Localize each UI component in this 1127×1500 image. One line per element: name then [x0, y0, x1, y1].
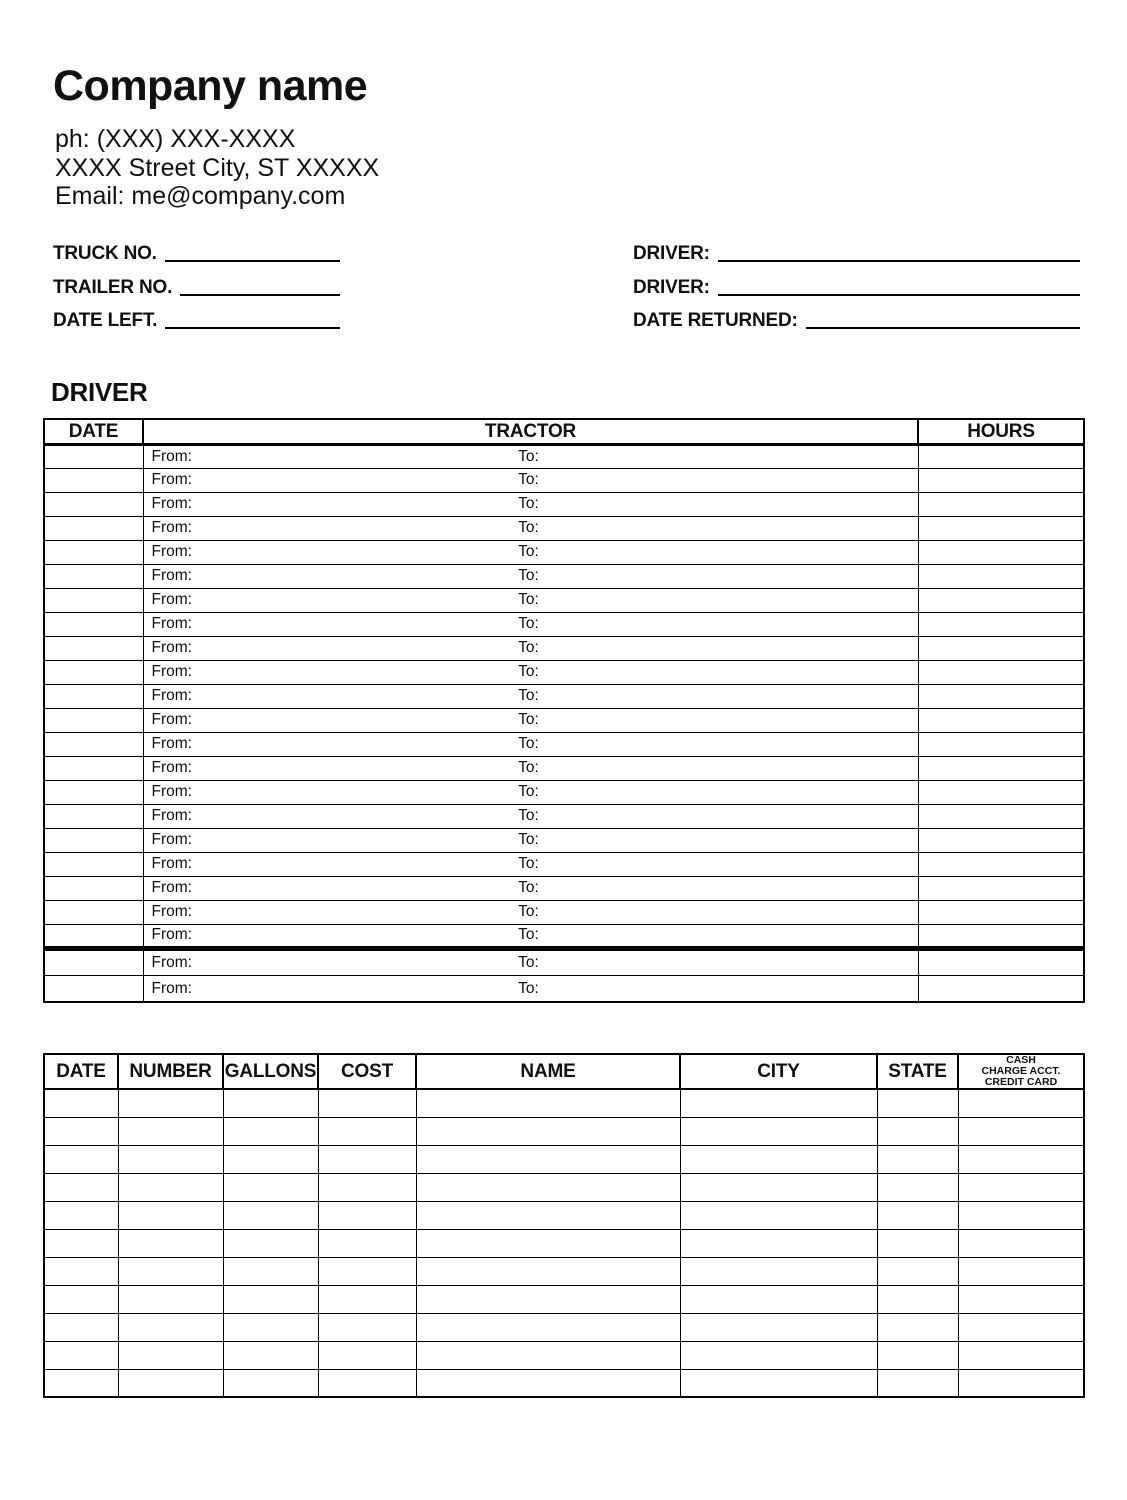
fuel-date-cell[interactable] — [44, 1257, 118, 1285]
date-returned-label: DATE RETURNED: — [633, 310, 798, 332]
fuel-date-cell[interactable] — [44, 1117, 118, 1145]
fuel-number-cell[interactable] — [118, 1341, 223, 1369]
fuel-number-cell[interactable] — [118, 1313, 223, 1341]
fuel-city-cell[interactable] — [680, 1285, 877, 1313]
fuel-cost-cell[interactable] — [318, 1145, 416, 1173]
to-label: To: — [518, 519, 539, 537]
fuel-state-cell[interactable] — [877, 1173, 958, 1201]
fuel-name-cell[interactable] — [416, 1145, 680, 1173]
fuel-date-cell[interactable] — [44, 1229, 118, 1257]
payment-header-line-cash: CASH — [1006, 1054, 1036, 1067]
fuel-gallons-cell[interactable] — [223, 1173, 318, 1201]
from-label: From: — [151, 979, 192, 997]
driver-date-cell[interactable] — [44, 900, 143, 924]
driver-hours-cell[interactable] — [918, 804, 1084, 828]
date-returned-field — [633, 298, 1080, 332]
driver-table-header-tractor: TRACTOR — [143, 419, 918, 444]
fuel-name-cell[interactable] — [416, 1369, 680, 1397]
fuel-cost-cell[interactable] — [318, 1089, 416, 1117]
fuel-gallons-cell[interactable] — [223, 1229, 318, 1257]
fuel-purchase-table — [43, 1053, 1085, 1398]
fuel-date-cell[interactable] — [44, 1201, 118, 1229]
driver-tractor-cell[interactable] — [143, 780, 918, 804]
company-address: XXXX Street City, ST XXXXX — [55, 153, 380, 182]
driver-tractor-cell[interactable] — [143, 804, 918, 828]
trailer-no-label: TRAILER NO. — [53, 276, 173, 298]
fuel-gallons-cell[interactable] — [223, 1285, 318, 1313]
fuel-payment-cell[interactable] — [958, 1145, 1084, 1173]
driver-date-cell[interactable] — [44, 780, 143, 804]
driver-hours-cell[interactable] — [918, 852, 1084, 876]
driver-log-row — [44, 444, 1084, 468]
driver-date-cell[interactable] — [44, 492, 143, 516]
driver-hours-cell[interactable] — [918, 444, 1084, 468]
from-label: From: — [151, 687, 192, 705]
fuel-purchase-row — [44, 1145, 1084, 1173]
driver-date-cell[interactable] — [44, 876, 143, 900]
driver-table-header-date: DATE — [44, 419, 143, 444]
from-label: From: — [151, 591, 192, 609]
trailer-no-field — [53, 264, 340, 298]
driver-tractor-cell[interactable] — [143, 828, 918, 852]
driver-hours-cell[interactable] — [918, 924, 1084, 948]
fuel-number-cell[interactable] — [118, 1257, 223, 1285]
fuel-table-header-date: DATE — [44, 1054, 118, 1089]
driver-2-label: DRIVER: — [633, 276, 710, 298]
fuel-table-header-number: NUMBER — [118, 1054, 223, 1089]
fuel-payment-cell[interactable] — [958, 1257, 1084, 1285]
driver-hours-cell[interactable] — [918, 468, 1084, 492]
driver-date-cell[interactable] — [44, 468, 143, 492]
driver-tractor-cell[interactable] — [143, 948, 918, 975]
fuel-cost-cell[interactable] — [318, 1313, 416, 1341]
driver-date-cell[interactable] — [44, 828, 143, 852]
info-fields-right — [633, 231, 1080, 332]
driver-date-cell[interactable] — [44, 852, 143, 876]
fuel-purchase-row — [44, 1313, 1084, 1341]
fuel-city-cell[interactable] — [680, 1257, 877, 1285]
driver-hours-cell[interactable] — [918, 900, 1084, 924]
to-label: To: — [518, 495, 539, 513]
date-returned-input[interactable] — [806, 327, 1080, 329]
driver-log-row — [44, 492, 1084, 516]
fuel-date-cell[interactable] — [44, 1313, 118, 1341]
driver-date-cell[interactable] — [44, 540, 143, 564]
fuel-date-cell[interactable] — [44, 1173, 118, 1201]
from-label: From: — [151, 903, 192, 921]
to-label: To: — [518, 711, 539, 729]
fuel-gallons-cell[interactable] — [223, 1369, 318, 1397]
from-label: From: — [151, 495, 192, 513]
driver-date-cell[interactable] — [44, 612, 143, 636]
driver-log-row — [44, 975, 1084, 1002]
fuel-purchase-row — [44, 1257, 1084, 1285]
fuel-number-cell[interactable] — [118, 1369, 223, 1397]
fuel-number-cell[interactable] — [118, 1201, 223, 1229]
to-label: To: — [518, 687, 539, 705]
from-label: From: — [151, 855, 192, 873]
fuel-cost-cell[interactable] — [318, 1229, 416, 1257]
date-left-input[interactable] — [165, 327, 340, 329]
fuel-state-cell[interactable] — [877, 1285, 958, 1313]
from-label: From: — [151, 926, 192, 944]
fuel-number-cell[interactable] — [118, 1117, 223, 1145]
fuel-state-cell[interactable] — [877, 1201, 958, 1229]
form-page — [43, 0, 1083, 1398]
driver-hours-cell[interactable] — [918, 732, 1084, 756]
fuel-purchase-row — [44, 1341, 1084, 1369]
fuel-state-cell[interactable] — [877, 1341, 958, 1369]
company-phone: ph: (XXX) XXX-XXXX — [55, 125, 296, 154]
driver-hours-cell[interactable] — [918, 756, 1084, 780]
fuel-table-header-city: CITY — [680, 1054, 877, 1089]
fuel-state-cell[interactable] — [877, 1145, 958, 1173]
to-label: To: — [518, 591, 539, 609]
fuel-payment-cell[interactable] — [958, 1201, 1084, 1229]
fuel-name-cell[interactable] — [416, 1117, 680, 1145]
fuel-name-cell[interactable] — [416, 1341, 680, 1369]
fuel-city-cell[interactable] — [680, 1229, 877, 1257]
driver-date-cell[interactable] — [44, 516, 143, 540]
driver-date-cell[interactable] — [44, 564, 143, 588]
fuel-payment-cell[interactable] — [958, 1341, 1084, 1369]
to-label: To: — [518, 447, 539, 465]
driver-date-cell[interactable] — [44, 948, 143, 975]
fuel-name-cell[interactable] — [416, 1089, 680, 1117]
from-label: From: — [151, 567, 192, 585]
driver-hours-cell[interactable] — [918, 876, 1084, 900]
to-label: To: — [518, 879, 539, 897]
fuel-gallons-cell[interactable] — [223, 1313, 318, 1341]
driver-hours-cell[interactable] — [918, 684, 1084, 708]
driver-log-table — [43, 418, 1085, 1003]
date-left-field — [53, 298, 340, 332]
date-left-label: DATE LEFT. — [53, 310, 158, 332]
from-label: From: — [151, 615, 192, 633]
fuel-number-cell[interactable] — [118, 1089, 223, 1117]
fuel-number-cell[interactable] — [118, 1173, 223, 1201]
to-label: To: — [518, 783, 539, 801]
driver-tractor-cell[interactable] — [143, 756, 918, 780]
fuel-cost-cell[interactable] — [318, 1369, 416, 1397]
driver-log-row — [44, 852, 1084, 876]
driver-1-field — [633, 231, 1080, 265]
fuel-name-cell[interactable] — [416, 1257, 680, 1285]
fuel-state-cell[interactable] — [877, 1117, 958, 1145]
fuel-state-cell[interactable] — [877, 1089, 958, 1117]
fuel-state-cell[interactable] — [877, 1229, 958, 1257]
from-label: From: — [151, 639, 192, 657]
driver-log-row — [44, 756, 1084, 780]
fuel-cost-cell[interactable] — [318, 1341, 416, 1369]
to-label: To: — [518, 663, 539, 681]
driver-hours-cell[interactable] — [918, 948, 1084, 975]
fuel-number-cell[interactable] — [118, 1285, 223, 1313]
driver-hours-cell[interactable] — [918, 588, 1084, 612]
fuel-table-header-state: STATE — [877, 1054, 958, 1089]
driver-hours-cell[interactable] — [918, 828, 1084, 852]
to-label: To: — [518, 953, 539, 971]
fuel-purchase-row — [44, 1173, 1084, 1201]
driver-tractor-cell[interactable] — [143, 660, 918, 684]
fuel-cost-cell[interactable] — [318, 1285, 416, 1313]
driver-log-row — [44, 828, 1084, 852]
driver-1-label: DRIVER: — [633, 243, 710, 265]
fuel-gallons-cell[interactable] — [223, 1341, 318, 1369]
from-label: From: — [151, 759, 192, 777]
driver-hours-cell[interactable] — [918, 636, 1084, 660]
fuel-state-cell[interactable] — [877, 1369, 958, 1397]
from-label: From: — [151, 543, 192, 561]
fuel-date-cell[interactable] — [44, 1089, 118, 1117]
trailer-no-input[interactable] — [180, 294, 340, 296]
info-fields-left — [53, 231, 340, 332]
driver-log-row — [44, 900, 1084, 924]
driver-hours-cell[interactable] — [918, 780, 1084, 804]
fuel-name-cell[interactable] — [416, 1285, 680, 1313]
driver-tractor-cell[interactable] — [143, 636, 918, 660]
fuel-state-cell[interactable] — [877, 1257, 958, 1285]
fuel-name-cell[interactable] — [416, 1173, 680, 1201]
from-label: From: — [151, 711, 192, 729]
driver-hours-cell[interactable] — [918, 492, 1084, 516]
fuel-gallons-cell[interactable] — [223, 1145, 318, 1173]
driver-date-cell[interactable] — [44, 804, 143, 828]
fuel-payment-cell[interactable] — [958, 1229, 1084, 1257]
fuel-payment-cell[interactable] — [958, 1285, 1084, 1313]
to-label: To: — [518, 615, 539, 633]
to-label: To: — [518, 807, 539, 825]
fuel-date-cell[interactable] — [44, 1145, 118, 1173]
fuel-city-cell[interactable] — [680, 1173, 877, 1201]
driver-log-row — [44, 516, 1084, 540]
fuel-purchase-row — [44, 1285, 1084, 1313]
fuel-purchase-row — [44, 1089, 1084, 1117]
fuel-gallons-cell[interactable] — [223, 1089, 318, 1117]
fuel-date-cell[interactable] — [44, 1341, 118, 1369]
driver-date-cell[interactable] — [44, 756, 143, 780]
driver-date-cell[interactable] — [44, 444, 143, 468]
driver-tractor-cell[interactable] — [143, 612, 918, 636]
driver-tractor-cell[interactable] — [143, 492, 918, 516]
fuel-purchase-row — [44, 1117, 1084, 1145]
driver-table-header-hours: HOURS — [918, 419, 1084, 444]
driver-log-row — [44, 876, 1084, 900]
driver-tractor-cell[interactable] — [143, 732, 918, 756]
from-label: From: — [151, 471, 192, 489]
driver-hours-cell[interactable] — [918, 708, 1084, 732]
fuel-name-cell[interactable] — [416, 1313, 680, 1341]
driver-log-row — [44, 468, 1084, 492]
driver-hours-cell[interactable] — [918, 540, 1084, 564]
from-label: From: — [151, 519, 192, 537]
driver-date-cell[interactable] — [44, 660, 143, 684]
driver-tractor-cell[interactable] — [143, 444, 918, 468]
fuel-cost-cell[interactable] — [318, 1257, 416, 1285]
driver-tractor-cell[interactable] — [143, 852, 918, 876]
fuel-payment-cell[interactable] — [958, 1369, 1084, 1397]
fuel-payment-cell[interactable] — [958, 1313, 1084, 1341]
driver-hours-cell[interactable] — [918, 564, 1084, 588]
truck-no-field — [53, 231, 340, 265]
driver-date-cell[interactable] — [44, 924, 143, 948]
from-label: From: — [151, 953, 192, 971]
fuel-name-cell[interactable] — [416, 1201, 680, 1229]
to-label: To: — [518, 543, 539, 561]
driver-hours-cell[interactable] — [918, 975, 1084, 1002]
info-fields — [43, 231, 1083, 332]
fuel-payment-cell[interactable] — [958, 1173, 1084, 1201]
from-label: From: — [151, 447, 192, 465]
driver-date-cell[interactable] — [44, 708, 143, 732]
fuel-table-body — [44, 1089, 1084, 1397]
driver-log-row — [44, 564, 1084, 588]
fuel-date-cell[interactable] — [44, 1285, 118, 1313]
company-contact-block — [55, 125, 1083, 211]
fuel-state-cell[interactable] — [877, 1313, 958, 1341]
to-label: To: — [518, 567, 539, 585]
driver-log-row — [44, 684, 1084, 708]
driver-tractor-cell[interactable] — [143, 516, 918, 540]
to-label: To: — [518, 735, 539, 753]
driver-log-row — [44, 612, 1084, 636]
fuel-cost-cell[interactable] — [318, 1117, 416, 1145]
to-label: To: — [518, 639, 539, 657]
driver-date-cell[interactable] — [44, 588, 143, 612]
from-label: From: — [151, 663, 192, 681]
payment-header-line-charge: CHARGE ACCT. — [981, 1065, 1061, 1078]
fuel-payment-cell[interactable] — [958, 1117, 1084, 1145]
driver-log-row — [44, 660, 1084, 684]
fuel-city-cell[interactable] — [680, 1341, 877, 1369]
driver-table-body — [44, 444, 1084, 1002]
fuel-table-header-row — [44, 1054, 1084, 1089]
driver-log-row — [44, 588, 1084, 612]
fuel-purchase-row — [44, 1229, 1084, 1257]
driver-date-cell[interactable] — [44, 732, 143, 756]
driver-log-row — [44, 732, 1084, 756]
driver-tractor-cell[interactable] — [143, 975, 918, 1002]
driver-log-row — [44, 804, 1084, 828]
driver-tractor-cell[interactable] — [143, 468, 918, 492]
fuel-city-cell[interactable] — [680, 1117, 877, 1145]
fuel-gallons-cell[interactable] — [223, 1201, 318, 1229]
to-label: To: — [518, 759, 539, 777]
driver-tractor-cell[interactable] — [143, 708, 918, 732]
fuel-table-header-name: NAME — [416, 1054, 680, 1089]
fuel-table-header-payment — [958, 1054, 1084, 1089]
company-email: Email: me@company.com — [55, 182, 346, 211]
driver-tractor-cell[interactable] — [143, 900, 918, 924]
fuel-cost-cell[interactable] — [318, 1201, 416, 1229]
fuel-table-header-cost: COST — [318, 1054, 416, 1089]
driver-date-cell[interactable] — [44, 975, 143, 1002]
driver-log-row — [44, 540, 1084, 564]
fuel-purchase-row — [44, 1369, 1084, 1397]
driver-2-field — [633, 264, 1080, 298]
fuel-number-cell[interactable] — [118, 1229, 223, 1257]
fuel-city-cell[interactable] — [680, 1369, 877, 1397]
fuel-gallons-cell[interactable] — [223, 1117, 318, 1145]
fuel-city-cell[interactable] — [680, 1313, 877, 1341]
driver-tractor-cell[interactable] — [143, 924, 918, 948]
from-label: From: — [151, 831, 192, 849]
driver-log-row — [44, 636, 1084, 660]
fuel-city-cell[interactable] — [680, 1145, 877, 1173]
driver-date-cell[interactable] — [44, 684, 143, 708]
from-label: From: — [151, 807, 192, 825]
fuel-payment-cell[interactable] — [958, 1089, 1084, 1117]
driver-tractor-cell[interactable] — [143, 564, 918, 588]
fuel-cost-cell[interactable] — [318, 1173, 416, 1201]
to-label: To: — [518, 831, 539, 849]
driver-tractor-cell[interactable] — [143, 588, 918, 612]
driver-2-input[interactable] — [718, 294, 1080, 296]
to-label: To: — [518, 979, 539, 997]
from-label: From: — [151, 879, 192, 897]
from-label: From: — [151, 735, 192, 753]
driver-tractor-cell[interactable] — [143, 876, 918, 900]
payment-header-line-credit: CREDIT CARD — [984, 1076, 1058, 1089]
to-label: To: — [518, 926, 539, 944]
fuel-gallons-cell[interactable] — [223, 1257, 318, 1285]
driver-log-row — [44, 948, 1084, 975]
fuel-name-cell[interactable] — [416, 1229, 680, 1257]
driver-tractor-cell[interactable] — [143, 540, 918, 564]
driver-table-header-row — [44, 419, 1084, 444]
driver-log-row — [44, 924, 1084, 948]
driver-1-input[interactable] — [718, 260, 1080, 262]
driver-date-cell[interactable] — [44, 636, 143, 660]
to-label: To: — [518, 855, 539, 873]
fuel-date-cell[interactable] — [44, 1369, 118, 1397]
driver-log-row — [44, 708, 1084, 732]
driver-section-heading: DRIVER — [51, 377, 148, 408]
fuel-city-cell[interactable] — [680, 1089, 877, 1117]
driver-hours-cell[interactable] — [918, 660, 1084, 684]
fuel-purchase-row — [44, 1201, 1084, 1229]
driver-hours-cell[interactable] — [918, 516, 1084, 540]
to-label: To: — [518, 471, 539, 489]
driver-tractor-cell[interactable] — [143, 684, 918, 708]
company-name: Company name — [53, 62, 368, 110]
fuel-number-cell[interactable] — [118, 1145, 223, 1173]
to-label: To: — [518, 903, 539, 921]
truck-no-input[interactable] — [165, 260, 340, 262]
from-label: From: — [151, 783, 192, 801]
driver-hours-cell[interactable] — [918, 612, 1084, 636]
fuel-city-cell[interactable] — [680, 1201, 877, 1229]
fuel-table-header-gallons: GALLONS — [223, 1054, 318, 1089]
truck-no-label: TRUCK NO. — [53, 243, 157, 265]
driver-log-row — [44, 780, 1084, 804]
